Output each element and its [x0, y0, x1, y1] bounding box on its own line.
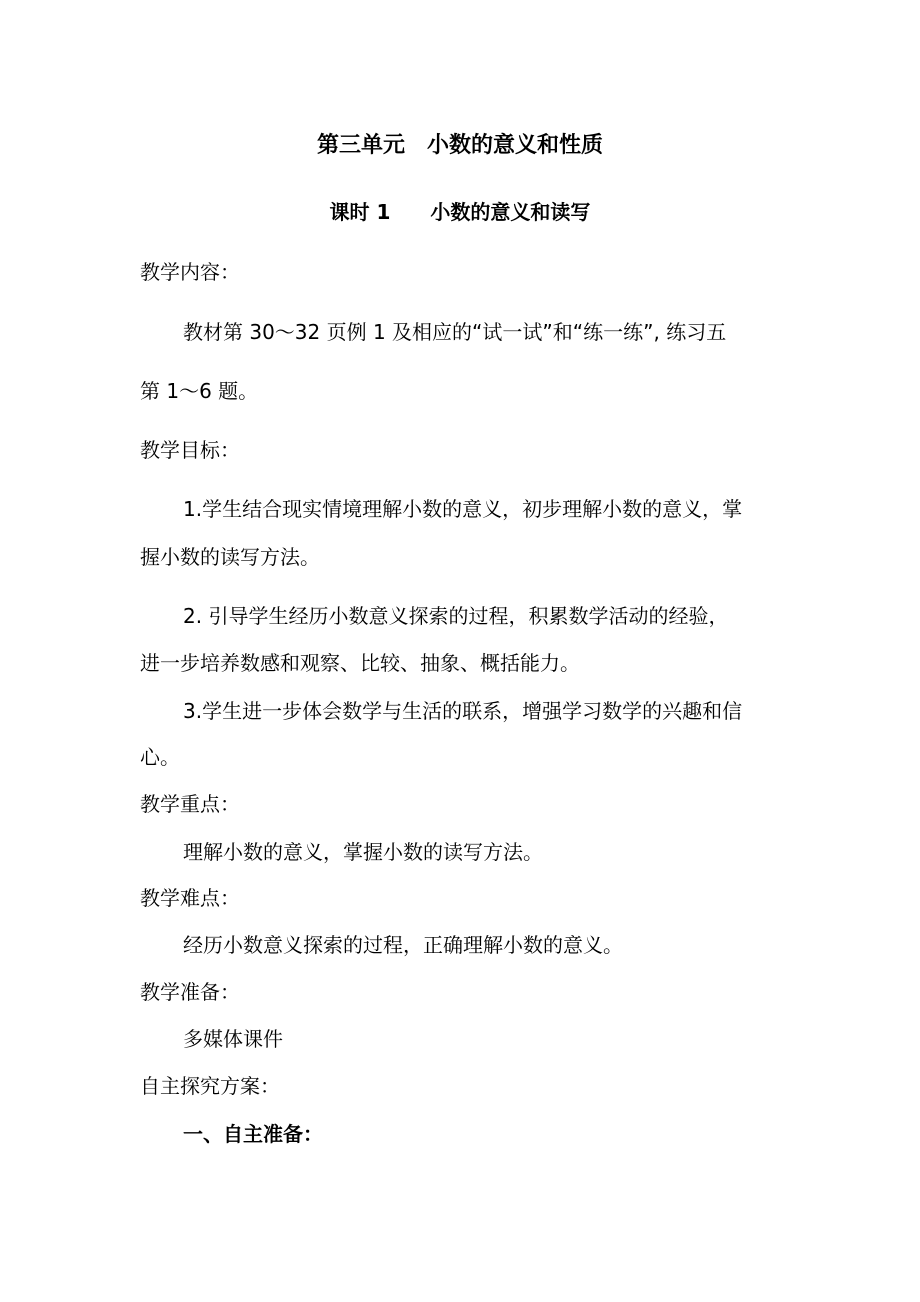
section-1-heading: 一、自主准备：: [183, 1122, 323, 1146]
goal-1-line-1: 1.学生结合现实情境理解小数的意义，初步理解小数的意义，掌: [183, 497, 743, 521]
key-point-heading: 教学重点：: [140, 792, 240, 816]
preparation-heading: 教学准备：: [140, 980, 240, 1004]
goal-2-line-1: 2. 引导学生经历小数意义探索的过程，积累数学活动的经验，: [183, 604, 729, 628]
content-text-line-2: 第 1～6 题。: [140, 379, 259, 403]
difficulty-text: 经历小数意义探索的过程，正确理解小数的意义。: [183, 933, 623, 957]
difficulty-heading: 教学难点：: [140, 886, 240, 910]
goal-1-line-2: 握小数的读写方法。: [140, 545, 320, 569]
lesson-subtitle: 课时 1 小数的意义和读写: [329, 200, 591, 224]
preparation-text: 多媒体课件: [183, 1027, 283, 1051]
goal-3-line-2: 心。: [140, 745, 180, 769]
content-text-line-1: 教材第 30～32 页例 1 及相应的“试一试”和“练一练”, 练习五: [183, 320, 727, 344]
unit-title: 第三单元 小数的意义和性质: [316, 133, 603, 158]
plan-heading: 自主探究方案：: [140, 1074, 280, 1098]
goal-3-line-1: 3.学生进一步体会数学与生活的联系，增强学习数学的兴趣和信: [183, 699, 743, 723]
goal-2-line-2: 进一步培养数感和观察、比较、抽象、概括能力。: [140, 651, 580, 675]
content-heading: 教学内容：: [140, 260, 240, 284]
key-point-text: 理解小数的意义，掌握小数的读写方法。: [183, 840, 543, 864]
goals-heading: 教学目标：: [140, 438, 240, 462]
